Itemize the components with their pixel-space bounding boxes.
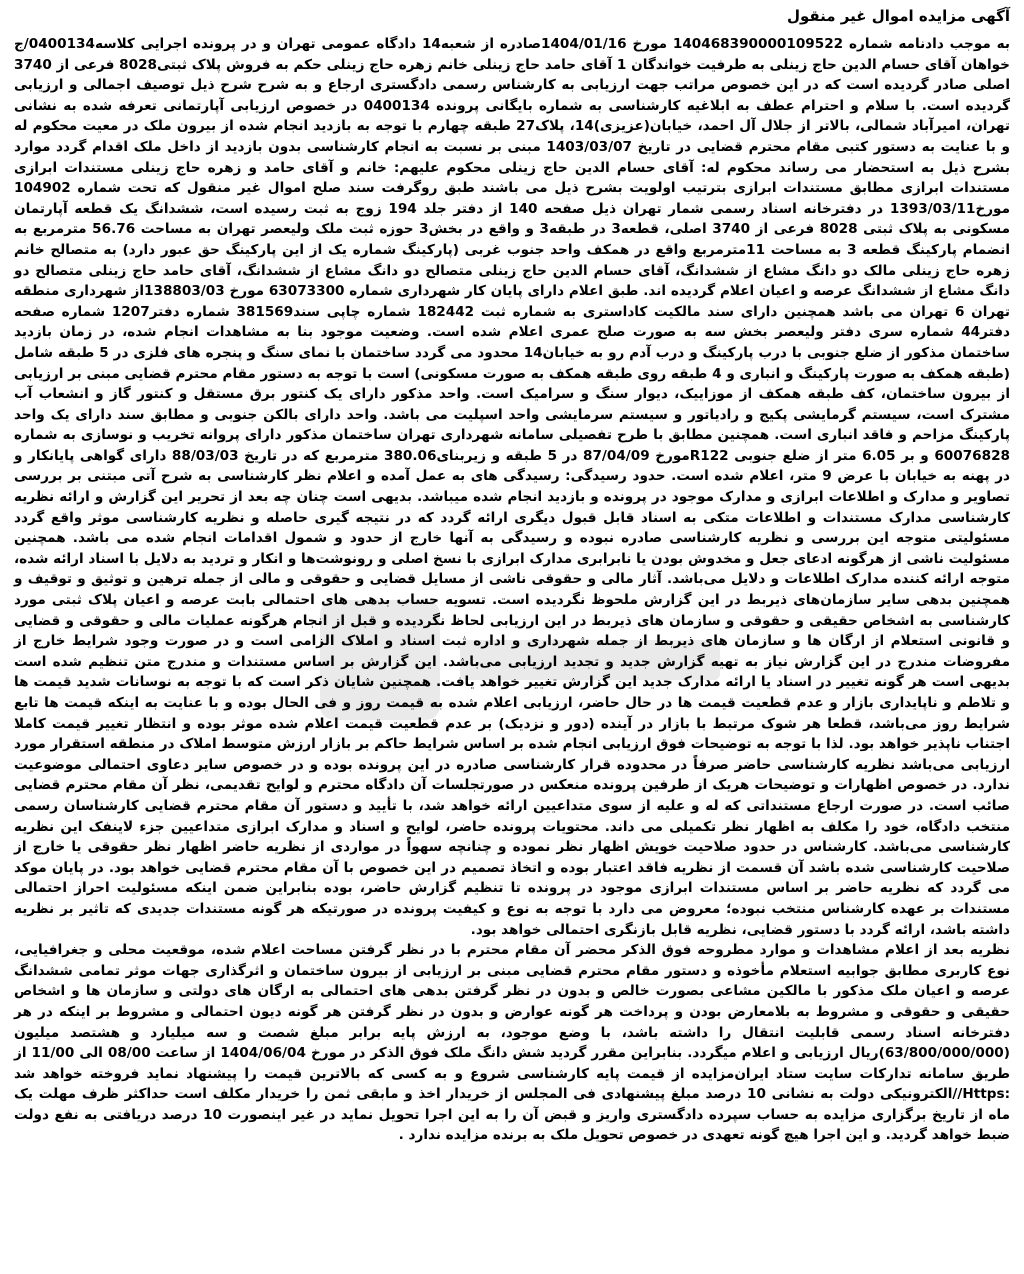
notice-paragraph-2: نظریه بعد از اعلام مشاهدات و موارد مطروحه فوق الذکر محضر آن مقام محترم با در نظر گرفتن مساحت اعلام شده، موقعیت محلی و جغرافیایی، نوع کاربری مطابق جوابیه استعلام مأخوذه و دستور مقام محترم قضایی مبنی بر ارزیابی از بیرون ساختمان و اثرگذاری جهات موثر تمامی ششدانگ عرصه و اعیان ملک مذکور با مالکین مشاعی بصورت خالص و بدون در نظر گرفتن بدهی های احتمالی به ارگان های دولتی و سازمان ها و اشخاص حقیقی و حقوقی و مشروط به بلامعارض بودن و پرداخت هر گونه عوارض و بدون در نظر گرفتن هر گونه دیون احتمالی و مشروط بر اینکه در هر دفترخانه اسناد رسمی قابلیت انتقال را داشته باشد، با وضع موجود، به ارزش پایه برابر مبلغ شصت و سه میلیارد و هشتصد میلیون (63/800/000/000)ریال ارزیابی و اعلام میگردد. بنابراین مقرر گردید شش دانگ ملک فوق الذکر در مورخ 1404/06/04 از ساعت 08/00 الی 11/00 از طریق سامانه تدارکات سایت ستاد ایران‌مزایده از قیمت پایه کارشناسی شروع و به کسی که بالاترین قیمت را پیشنهاد نماید فروخته خواهد شد :Https//الکترونیکی دولت به نشانی 10 درصد مبلغ پیشنهادی فی المجلس از خریدار اخذ و مابقی ثمن را خریدار مکلف است حداکثر ظرف مهلت یک ماه از تاریخ برگزاری مزایده به حساب سپرده دادگستری واریز و قبض آن را به این اجرا تحویل نماید در غیر اینصورت 10 درصد دریافتی به نفع دولت ضبط خواهد گردید. و این اجرا هیچ گونه تعهدی در خصوص تحویل ملک به برنده مزایده ندارد .	[14, 942, 1011, 1144]
notice-paragraph-1: به موجب دادنامه شماره 140468390000109522 مورخ 1404/01/16صادره از شعبه14 دادگاه عمومی تهران و در پرونده اجرایی کلاسه0400134/ج خواهان آقای حسام الدین حاج زینلی به طرفیت خواندگان 1 آقای حامد حاج زینلی خانم زهره حاج زینلی حکم به فروش پلاک ثبتی8028 فرعی از 3740 اصلی صادر گردیده است که در این خصوص مراتب جهت ارزیابی به کارشناس رسمی دادگستری ارجاع و به شرح شرح ذیل توصیف اجمالی و ارزیابی گردیده است. با سلام و احترام عطف به ابلاغیه کارشناسی به شماره بایگانی پرونده 0400134 در خصوص ارزیابی آپارتمانی تعرفه شده به نشانی تهران، امیرآباد شمالی، بالاتر از جلال آل احمد، خیابان(عزیزی)14، پلاک27 طبقه چهارم با توجه به بازدید انجام شده از بیرون ملک در معیت محکوم له و با عنایت به دستور کتبی مقام محترم قضایی در تاریخ 1403/03/07 مبنی بر نسبت به انجام کارشناسی بدون بازدید از داخل ملک اقدام گردد موارد بشرح ذیل به استحضار می رساند محکوم له: آقای حسام الدین حاج زینلی محکوم علیهم: خانم و آقای حامد و زهره حاج زینلی مستندات ابرازی مستندات ابرازی مطابق مستندات ابرازی بترتیب اولویت بشرح ذیل می باشند طبق روگرفت سند صلح اموال غیر منقول که تحت شماره 104902 مورخ1393/03/11 در دفترخانه اسناد رسمی شمار تهران ذیل صفحه 140 از دفتر جلد 194 زوج به ثبت رسیده است، ششدانگ یک قطعه آپارتمان مسکونی به پلاک ثبتی 8028 فرعی از 3740 اصلی، قطعه3 در طبقه3 و واقع در بخش3 حوزه ثبت ملک ولیعصر تهران به مساحت 56.76 مترمربع به انضمام پارکینگ قطعه 3 به مساحت 11مترمربع واقع در همکف واحد جنوب غربی (پارکینگ شماره یک از این پارکینگ حق عبور دارد) به متصالح خانم زهره حاج زینلی مالک دو دانگ مشاع از ششدانگ، آقای حسام الدین حاج زینلی متصالح دو دانگ مشاع از ششدانگ، آقای حامد حاج زینلی متصالح دو دانگ مشاع از ششدانگ عرصه و اعیان اعلام گردیده اند. طبق اعلام دارای پایان کار شهرداری شماره 63073300 مورخ 138803/03از شهرداری منطقه تهران 6 تهران می باشد همچنین دارای سند مالکیت کاداستری به شماره ثبت 182442 شماره چاپی سند381569 شماره دفتر1207 شماره صفحه دفتر44 شماره سری دفتر ولیعصر بخش سه به صورت صلح عمری اعلام شده است. وضعیت موجود بنا به مشاهدات انجام شده، در زمان بازدید ساختمان مذکور از ضلع جنوبی با درب پارکینگ و درب آدم رو به خیابان14 محدود می گردد ساختمان با نمای سنگ و پنجره های فلزی در 5 طبقه شامل (طبقه همکف به صورت پارکینگ و انباری و 4 طبقه روی طبقه همکف به صورت مسکونی) است با توجه به دستور مقام محترم قضایی مبنی بر ارزیابی از بیرون ساختمان، کف طبقه همکف از موزاییک، دیوار سنگ و سرامیک است. واحد مذکور دارای یک کنتور برق مستقل و کنتور گاز و انشعاب آب مشترک است، سیستم گرمایشی پکیج و رادیاتور و سیستم سرمایشی واحد اسپلیت می باشد. واحد دارای بالکن جنوبی و مطابق سند دارای یک واحد پارکینگ مزاحم و فاقد انباری است. همچنین مطابق با طرح تفصیلی سامانه شهرداری تهران ساختمان مذکور دارای پروانه تخریب و نوسازی به شماره 60076828 و بر 6.05 متر از ضلع جنوبی R122مورخ 87/04/09 در 5 طبقه و زیربنای380.06 مترمربع که در تاریخ 88/03/03 دارای گواهی پایانکار و در پهنه به خیابان با عرض 9 متر، اعلام شده است. حدود رسیدگی: رسیدگی های به عمل آمده و اعلام نظر کارشناسی به شرح آتی مبتنی بر بررسی تصاویر و مدارک و اطلاعات ابرازی و مدارک موجود در پرونده و بازدید انجام شده میباشد. بدیهی است چنان چه بعد از تحریر این گزارش و ارائه نظریه کارشناسی مدارک مستندات و اطلاعات متکی به اسناد قابل قبول دیگری ارائه گردد که در نتیجه گیری حاصله و نظریه کارشناسی موثر واقع گردد مسئولیتی متوجه این بررسی و نظریه کارشناسی صادره نبوده و رسیدگی به آنها خارج از حدود و شمول اقدامات انجام شده می باشد. همچنین مسئولیت ناشی از هرگونه ادعای جعل و مخدوش بودن یا نابرابری مدارک ابرازی با نسخ اصلی و رونوشت‌ها و انکار و تردید به دلایل با اسناد ارائه شده، متوجه ارائه کننده مدارک اطلاعات و دلایل می‌باشد. آثار مالی و حقوقی ناشی از مسایل قضایی و حقوقی و مالی از جمله ترهین و توثیق و توقیف و همچنین بدهی سایر سازمان‌های ذیربط در این گزارش ملحوظ نگردیده است. تسویه حساب بدهی های احتمالی بابت عرصه و اعیان پلاک ثبتی مورد کارشناسی به اشخاص حقیقی و حقوقی و سازمان های ذیربط در این ارزیابی لحاظ نگردیده و قبل از انجام هرگونه عملیات مالی و حقوقی و قضایی و قانونی استعلام از ارگان ها و سازمان های ذیربط از جمله شهرداری و اداره ثبت اسناد و املاک الزامی است و در صورت وجود شرایط خارج از مفروضات مندرج در این گزارش نیاز به تهیه گزارش جدید و تجدید ارزیابی می‌باشد. این گزارش بر اساس مستندات و مندرج متن تنظیم شده است بدیهی است هر گونه تغییر در اسناد یا ارائه مدارک جدید این گزارش تغییر خواهد یافت. همچنین شایان ذکر است که با توجه به نوسانات شدید قیمت ها و تلاطم و ناپایداری بازار و عدم قطعیت قیمت ها در حال حاضر، ارزیابی اعلام شده به قیمت روز و فی الحال بوده و با عنایت به اینکه قیمت ها تابع شرایط روز می‌باشد، قطعا هر شوک مرتبط با بازار در آینده (دور و نزدیک) بر عدم قطعیت قیمت اعلام شده موثر بوده و انتظار تغییر قیمت کاملا اجتناب ناپذیر خواهد بود. لذا با توجه به توضیحات فوق ارزیابی انجام شده بر اساس شرایط حاکم بر بازار ارزش متوسط املاک در منطقه استقرار مورد ارزیابی می‌باشد نظریه کارشناسی حاضر صرفاً در محدوده قرار کارشناسی صادره در این پرونده بوده و در خصوص سایر دعاوی احتمالی موضوعیت ندارد. در خصوص اظهارات و توضیحات هریک از طرفین پرونده منعکس در صورتجلسات آن دادگاه محترم و لوایح تقدیمی، نظر آن مقام محترم قضایی صائب است. در صورت ارجاع مستنداتی که له و علیه از سوی متداعیین ارائه خواهد شد، با تأیید و دستور آن مقام محترم قضایی کارشناسان رسمی منتخب دادگاه، خود را مکلف به اظهار نظر تکمیلی می داند. محتویات پرونده حاضر، لوایح و اسناد و مدارک ابرازی متداعیین جزء لاینفک این نظریه کارشناسی می‌باشد. کارشناس در حدود صلاحیت خویش اظهار نظر نموده و چنانچه سهواً در مواردی از نظریه حاضر اظهار نظر حقوقی یا خارج از صلاحیت کارشناسی شده باشد آن قسمت از نظریه فاقد اعتبار بوده و اتخاذ تصمیم در این خصوص با آن مقام محترم قضایی خواهد بود. در پایان موکد می گردد که نظریه حاضر بر اساس مستندات ابرازی موجود در پرونده تا تنظیم گزارش حاضر، بوده بنابراین ضمن اینکه مسئولیت احراز احتمالی مستندات بر عهده کارشناس منتخب نبوده؛ معروض می دارد با توجه به نوع و کیفیت پرونده در صورتیکه هر گونه مستندات جدیدی که تاثیر بر نظریه داشته باشد، ارائه گردد با دستور قضایی، نظریه قابل بازنگری احتمالی خواهد بود.	[14, 36, 1011, 938]
notice-title: آگهی مزایده اموال غیر منقول	[786, 7, 1010, 25]
auction-notice	[0, 4, 1024, 1146]
notice-body	[14, 34, 1010, 1146]
